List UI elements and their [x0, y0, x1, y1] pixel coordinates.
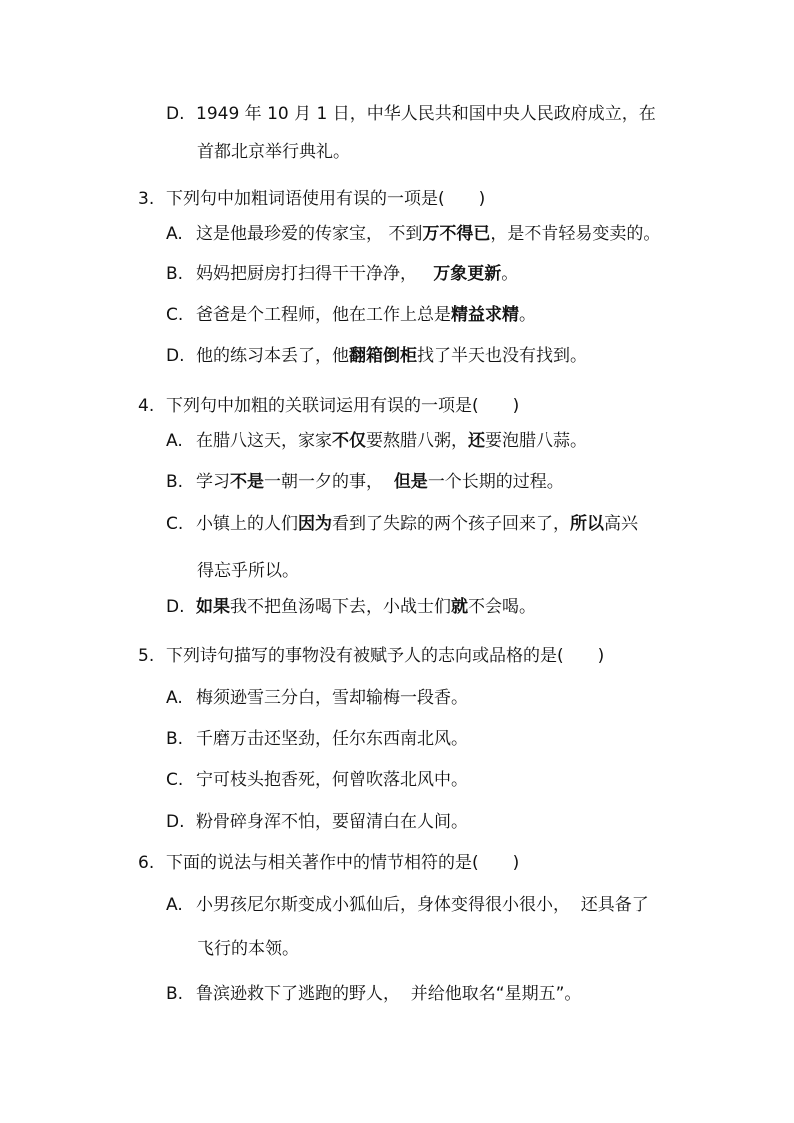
bold-term: 万不得已: [422, 224, 491, 244]
option-label: A.: [166, 688, 183, 708]
option-label: D.: [166, 812, 185, 832]
option-label: B.: [166, 472, 184, 492]
option-label: A.: [166, 224, 183, 244]
question-number: 3.: [138, 189, 155, 209]
q4-option-c-continued: [197, 559, 299, 583]
q4-option-d: [166, 595, 536, 619]
bold-conj: 还: [468, 431, 485, 451]
q4-option-a: [166, 429, 587, 453]
question-5: [138, 644, 604, 668]
bold-term: 翻箱倒柜: [349, 346, 417, 366]
option-text: 高兴: [604, 514, 638, 534]
q5-option-a: [166, 686, 468, 710]
question-stem: 下列诗句描写的事物没有被赋予人的志向或品格的是( ): [166, 646, 605, 666]
q5-option-d: [166, 810, 468, 834]
q3-option-d: [166, 344, 587, 368]
option-text: 一朝一夕的事，: [264, 472, 394, 492]
option-text-cont: 飞行的本领。: [197, 939, 299, 959]
option-text: 一个长期的过程。: [427, 472, 564, 492]
option-text: 看到了失踪的两个孩子回来了，: [332, 514, 570, 534]
option-label: A.: [166, 895, 183, 915]
option-text: 这是他最珍爱的传家宝， 不到: [196, 224, 423, 244]
option-d-prev: [166, 102, 656, 126]
option-text: 在腊八这天，家家: [196, 431, 332, 451]
option-label: C.: [166, 770, 184, 790]
bold-conj: 因为: [298, 514, 332, 534]
option-label: B.: [166, 264, 184, 284]
option-text: 爸爸是个工程师，他在工作上总是: [196, 305, 451, 325]
option-text: 小镇上的人们: [196, 514, 298, 534]
option-label: D.: [166, 597, 185, 617]
option-label: A.: [166, 431, 183, 451]
q6-option-a: [166, 893, 649, 917]
bold-conj: 就: [451, 597, 468, 617]
option-text: 粉骨碎身浑不怕，要留清白在人间。: [196, 812, 468, 832]
option-text: 宁可枝头抱香死，何曾吹落北风中。: [196, 770, 468, 790]
option-text: 。: [519, 305, 536, 325]
question-number: 5.: [138, 646, 155, 666]
option-text: 梅须逊雪三分白，雪却输梅一段香。: [196, 688, 468, 708]
option-text: 他的练习本丢了，他: [196, 346, 349, 366]
option-text: 找了半天也没有找到。: [417, 346, 587, 366]
option-label: C.: [166, 514, 184, 534]
option-text: 。: [501, 264, 519, 284]
bold-conj: 但是: [393, 472, 428, 492]
option-label: B.: [166, 729, 184, 749]
bold-conj: 不是: [230, 472, 264, 492]
option-text-cont: 首都北京举行典礼。: [197, 142, 350, 162]
q3-option-a: [166, 222, 660, 246]
option-text: 鲁滨逊救下了逃跑的野人， 并给他取名“星期五”。: [196, 984, 582, 1004]
q4-option-b: [166, 470, 564, 494]
question-number: 4.: [138, 396, 155, 416]
bold-conj: 如果: [196, 597, 230, 617]
option-text: 不会喝。: [468, 597, 536, 617]
option-text-cont: 得忘乎所以。: [197, 561, 299, 581]
bold-term: 万象更新: [433, 264, 502, 284]
question-4: [138, 394, 519, 418]
question-stem: 下列句中加粗的关联词运用有误的一项是( ): [166, 396, 520, 416]
question-stem: 下面的说法与相关著作中的情节相符的是( ): [166, 853, 520, 873]
q3-option-c: [166, 303, 536, 327]
q6-option-a-continued: [197, 937, 299, 961]
question-number: 6.: [138, 853, 155, 873]
option-text: 我不把鱼汤喝下去，小战士们: [230, 597, 451, 617]
option-text: 学习: [196, 472, 230, 492]
option-text: 妈妈把厨房打扫得干干净净，: [196, 264, 434, 284]
bold-conj: 不仅: [332, 431, 366, 451]
option-text: 要泡腊八蒜。: [485, 431, 587, 451]
option-text: ，是不肯轻易变卖的。: [490, 224, 661, 244]
option-text: 1949 年 10 月 1 日，中华人民共和国中央人民政府成立，在: [196, 104, 656, 124]
bold-term: 精益求精: [451, 305, 519, 325]
option-label: C.: [166, 305, 184, 325]
option-text: 要熬腊八粥，: [366, 431, 468, 451]
question-6: [138, 851, 519, 875]
option-label: D.: [166, 346, 185, 366]
option-text: 千磨万击还坚劲，任尔东西南北风。: [196, 729, 468, 749]
option-text: 小男孩尼尔斯变成小狐仙后，身体变得很小很小， 还具备了: [196, 895, 649, 915]
option-label: B.: [166, 984, 184, 1004]
option-label: D.: [166, 104, 185, 124]
q5-option-c: [166, 768, 468, 792]
q6-option-b: [166, 982, 581, 1006]
question-3: [138, 187, 485, 211]
option-d-prev-continued: [197, 140, 350, 164]
q5-option-b: [166, 727, 468, 751]
q3-option-b: [166, 262, 518, 286]
bold-conj: 所以: [570, 514, 604, 534]
question-stem: 下列句中加粗词语使用有误的一项是( ): [166, 189, 486, 209]
q4-option-c: [166, 512, 638, 536]
